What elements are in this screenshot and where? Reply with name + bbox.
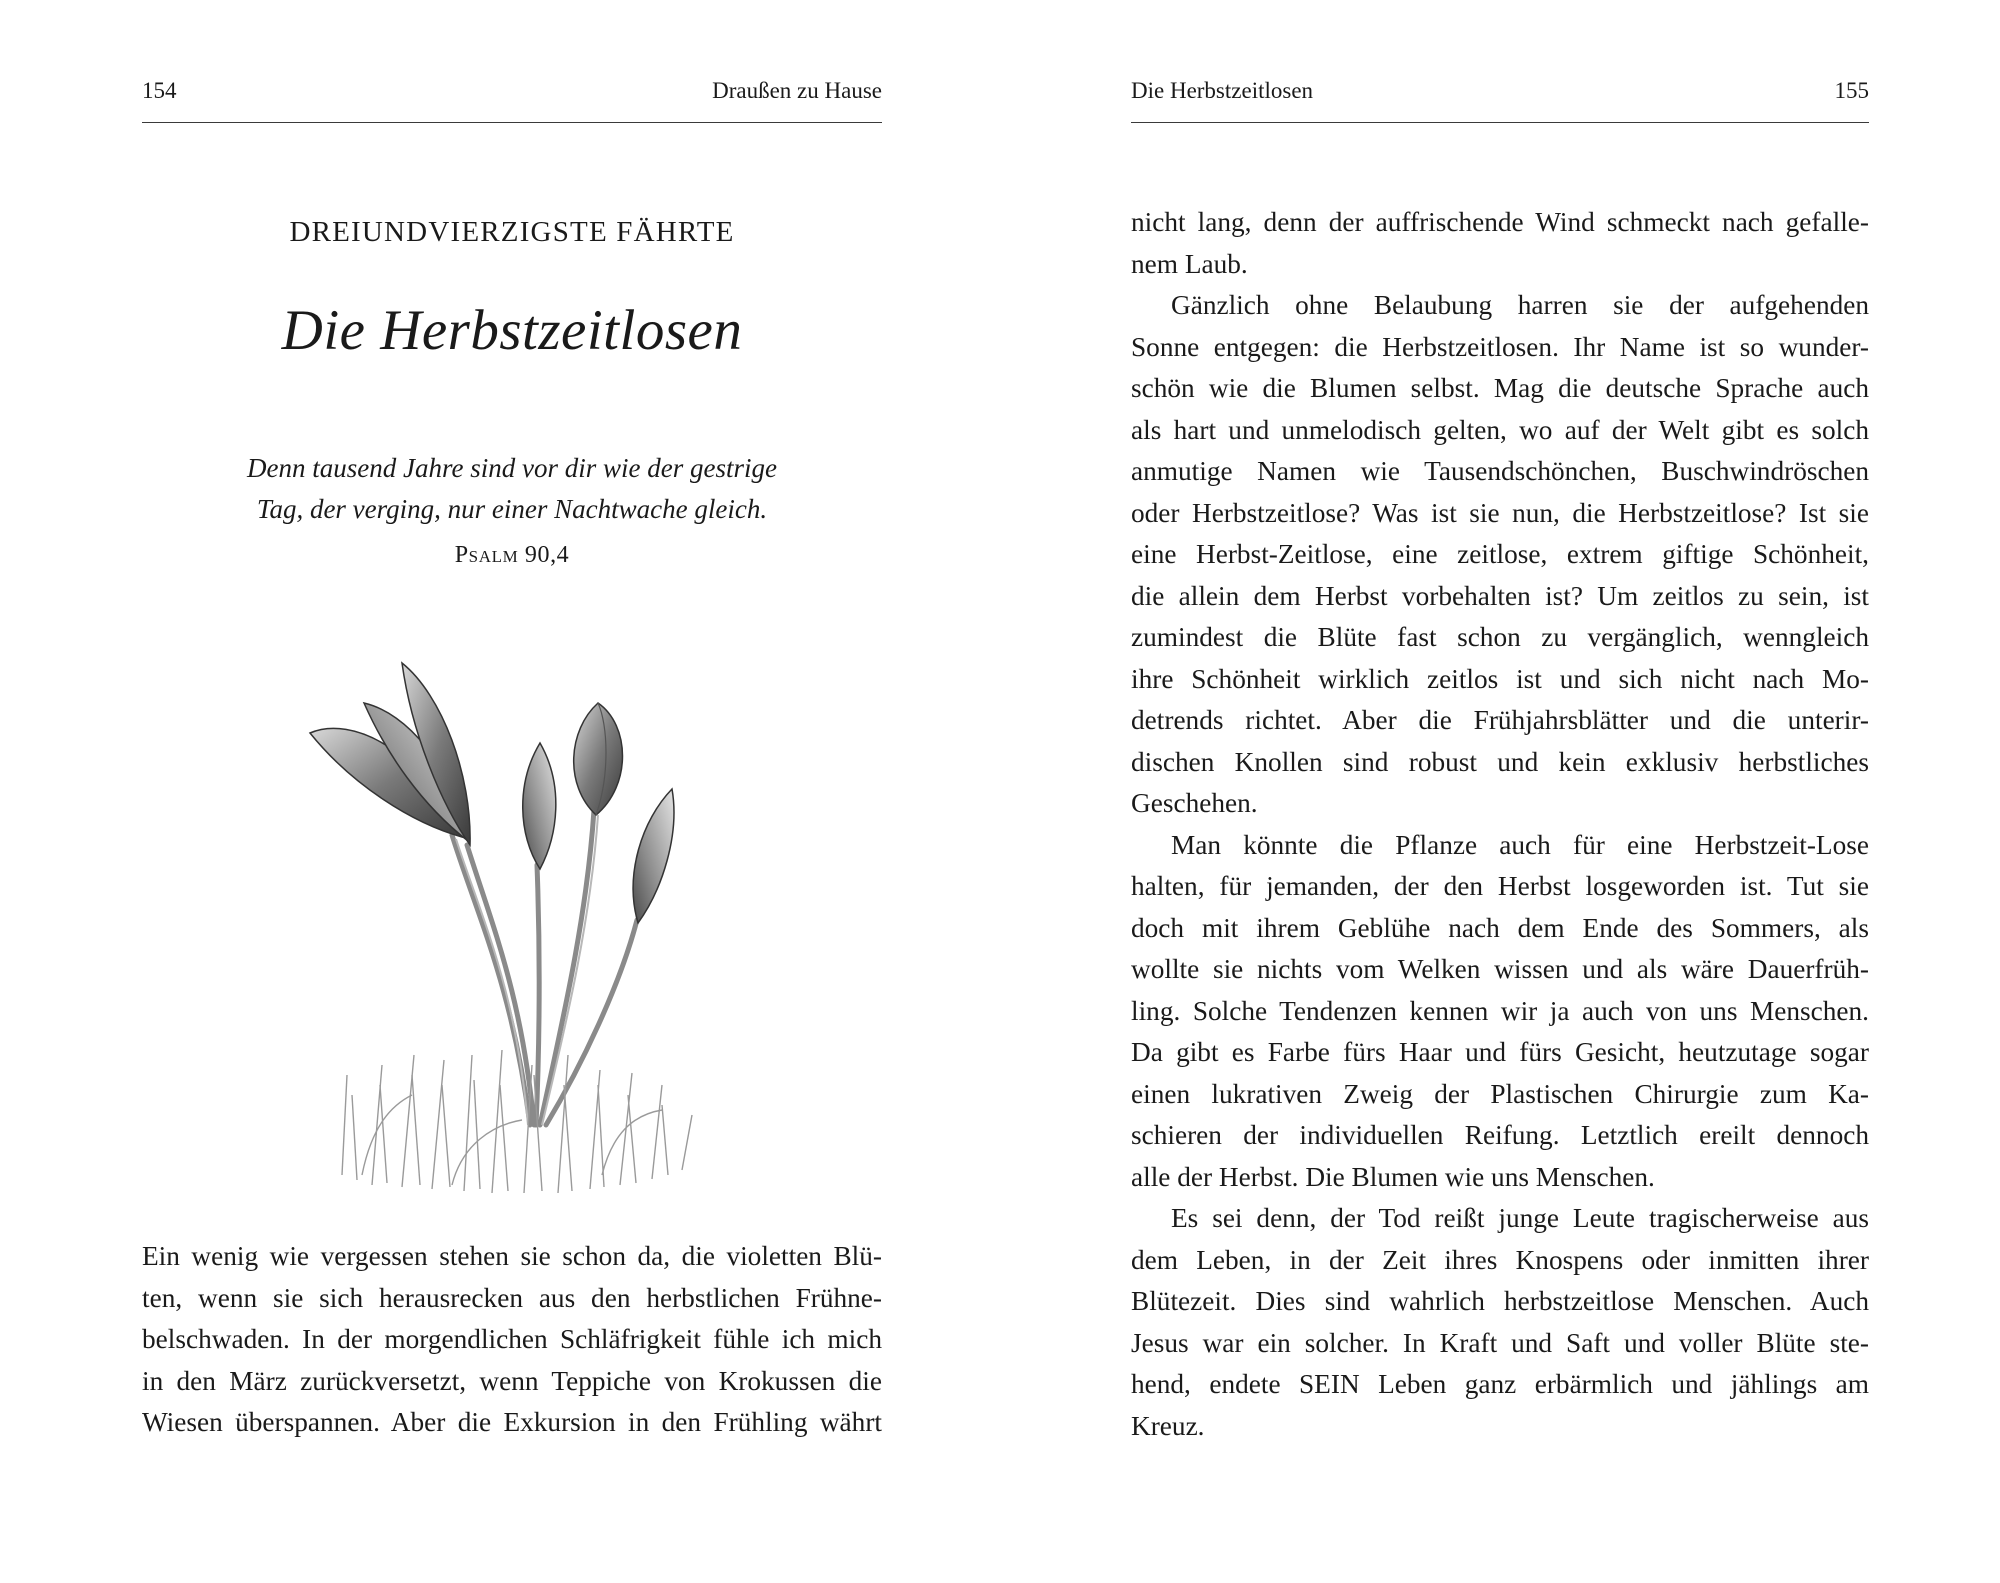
text-line: ling. Solche Tendenzen kennen wir ja auch von uns Menschen.: [1131, 995, 1869, 1026]
text-line: in den März zurückversetzt, wenn Teppiche von Krokussen die: [142, 1365, 882, 1396]
left-page: [142, 0, 882, 1583]
crocus-illustration: [302, 655, 722, 1215]
epigraph: [142, 448, 882, 530]
epigraph-source: Psalm 90,4: [454, 542, 570, 568]
page-number: 155: [1834, 78, 1869, 103]
text-line: ten, wenn sie sich herausrecken aus den herbstlichen Frühne-: [142, 1282, 882, 1313]
text-line: doch mit ihrem Geblühe nach dem Ende des Sommers, als: [1131, 912, 1869, 943]
epigraph-line: Tag, der verging, nur einer Nachtwache gleich.: [256, 494, 768, 524]
chapter-label: DREIUNDVIERZIGSTE FÄHRTE: [289, 216, 735, 248]
text-line: eine Herbst-Zeitlose, eine zeitlose, extrem giftige Schönheit,: [1131, 539, 1869, 569]
text-line: Gänzlich ohne Belaubung harren sie der aufgehenden: [1171, 290, 1869, 320]
text-line: Wiesen überspannen. Aber die Exkursion in den Frühling währt: [142, 1407, 882, 1437]
text-line: Da gibt es Farbe fürs Haar und fürs Gesicht, heutzutage sogar: [1131, 1037, 1869, 1067]
text-line: schön wie die Blumen selbst. Mag die deutsche Sprache auch: [1131, 373, 1869, 403]
text-line: ihre Schönheit wirklich zeitlos ist und sich nicht nach Mo-: [1131, 663, 1869, 694]
text-line: halten, für jemanden, der den Herbst losgeworden ist. Tut sie: [1131, 871, 1869, 901]
running-title: Draußen zu Hause: [712, 78, 882, 103]
text-line: dem Leben, in der Zeit ihres Knospens oder inmitten ihrer: [1131, 1244, 1869, 1275]
text-line: Blütezeit. Dies sind wahrlich herbstzeitlose Menschen. Auch: [1131, 1286, 1869, 1316]
text-line: zumindest die Blüte fast schon zu vergänglich, wenngleich: [1131, 622, 1869, 652]
right-page: [1131, 0, 1869, 1583]
text-line: detrends richtet. Aber die Frühjahrsblätter und die unterir-: [1131, 705, 1869, 735]
text-line: hend, endete SEIN Leben ganz erbärmlich und jählings am: [1131, 1369, 1869, 1399]
text-line: oder Herbstzeitlose? Was ist sie nun, die Herbstzeitlose? Ist sie: [1131, 497, 1869, 528]
running-head-left: [142, 74, 882, 123]
page-number: 154: [142, 78, 177, 103]
text-line: Es sei denn, der Tod reißt junge Leute tragischerweise aus: [1171, 1203, 1869, 1233]
text-line: einen lukrativen Zweig der Plastischen Chirurgie zum Ka-: [1131, 1078, 1869, 1109]
chapter-title: Die Herbstzeitlosen: [281, 299, 743, 362]
text-line: dischen Knollen sind robust und kein exklusiv herbstliches: [1131, 746, 1869, 777]
text-line: Sonne entgegen: die Herbstzeitlosen. Ihr Name ist so wunder-: [1131, 331, 1869, 362]
running-title: Die Herbstzeitlosen: [1131, 78, 1314, 103]
text-line: alle der Herbst. Die Blumen wie uns Menschen.: [1131, 1161, 1655, 1192]
text-line: schieren der individuellen Reifung. Letztlich ereilt dennoch: [1131, 1120, 1869, 1150]
text-line: Kreuz.: [1131, 1410, 1205, 1441]
text-line: Geschehen.: [1131, 788, 1258, 818]
text-line: Ein wenig wie vergessen stehen sie schon da, die violetten Blü-: [142, 1241, 882, 1271]
text-line: nem Laub.: [1131, 248, 1248, 279]
text-line: die allein dem Herbst vorbehalten ist? Um zeitlos zu sein, ist: [1131, 580, 1869, 611]
epigraph-line: Denn tausend Jahre sind vor dir wie der gestrige: [247, 453, 777, 483]
text-line: nicht lang, denn der auffrischende Wind schmeckt nach gefalle-: [1131, 207, 1869, 237]
body-text-left: [142, 1236, 882, 1444]
body-text-right: [1131, 202, 1869, 1447]
running-head-right: [1131, 74, 1869, 123]
text-line: anmutige Namen wie Tausendschönchen, Buschwindröschen: [1131, 456, 1869, 486]
text-line: Man könnte die Pflanze auch für eine Herbstzeit-Lose: [1171, 829, 1869, 860]
text-line: als hart und unmelodisch gelten, wo auf der Welt gibt es solch: [1131, 414, 1869, 445]
text-line: belschwaden. In der morgendlichen Schläfrigkeit fühle ich mich: [142, 1324, 882, 1354]
text-line: wollte sie nichts vom Welken wissen und als wäre Dauerfrüh-: [1131, 954, 1869, 984]
text-line: Jesus war ein solcher. In Kraft und Saft und voller Blüte ste-: [1131, 1327, 1869, 1358]
